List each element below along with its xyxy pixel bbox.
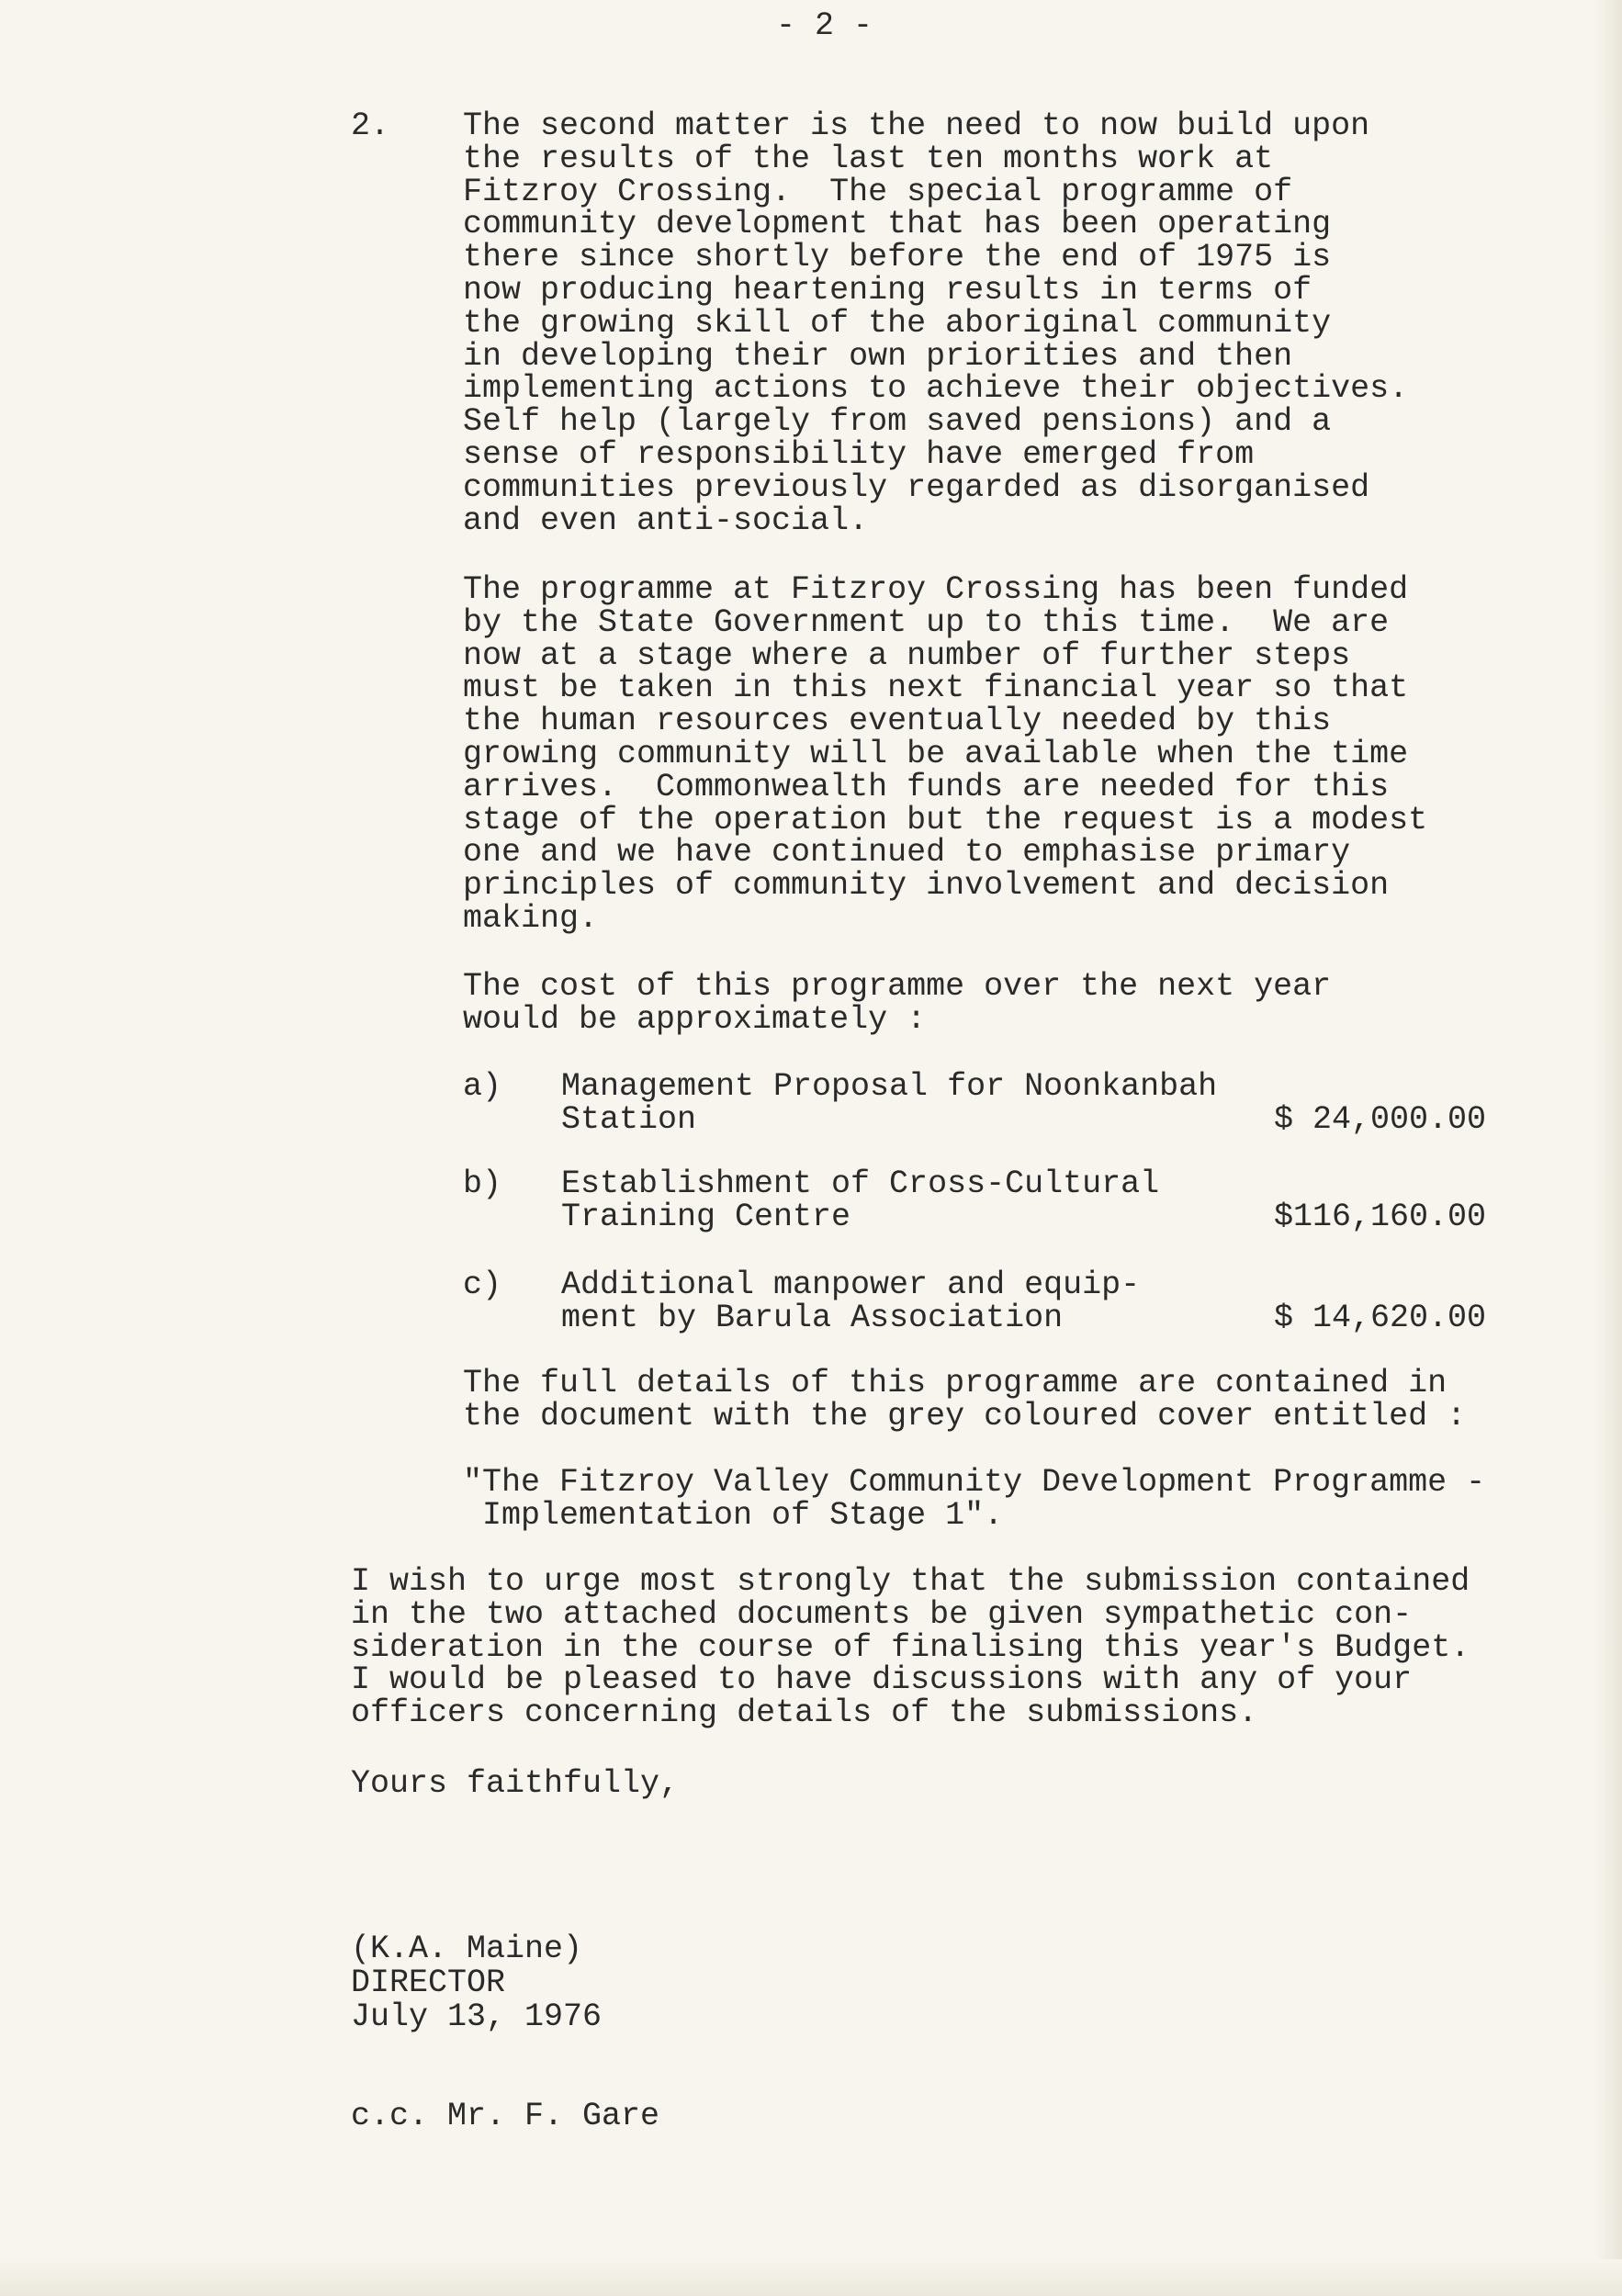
text-line: in developing their own priorities and then: [463, 337, 1293, 375]
item-description: [561, 1068, 1218, 1138]
closing-paragraph: [351, 1563, 1470, 1732]
text-line: implementing actions to achieve their objectives.: [463, 370, 1409, 408]
page-edge-shadow: [1594, 0, 1622, 2296]
text-line: the growing skill of the aboriginal community: [463, 304, 1332, 342]
paragraph-2: [463, 571, 1428, 937]
text-line: Self help (largely from saved pensions) and a: [463, 403, 1332, 441]
text-line: one and we have continued to emphasise primary: [463, 834, 1351, 872]
text-line: would be approximately :: [463, 1000, 927, 1038]
page-number: - 2 -: [776, 7, 873, 44]
text-line: the human resources eventually needed by this: [463, 703, 1332, 740]
text-line: must be taken in this next financial year so that: [463, 670, 1409, 707]
text-line: I wish to urge most strongly that the submission contained: [351, 1563, 1470, 1600]
text-line: Fitzroy Crossing. The special programme of: [463, 173, 1293, 210]
text-line: in the two attached documents be given sympathetic con-: [351, 1595, 1413, 1633]
text-line: growing community will be available when the time: [463, 735, 1409, 772]
text-line: The cost of this programme over the next year: [463, 968, 1332, 1005]
text-line: sideration in the course of finalising this year's Budget.: [351, 1628, 1470, 1666]
text-line: by the State Government up to this time. We are: [463, 603, 1390, 641]
signatory-name: (K.A. Maine): [351, 1930, 583, 1967]
salutation: Yours faithfully,: [351, 1765, 680, 1802]
text-line: the document with the grey coloured cover entitled :: [463, 1397, 1467, 1435]
text-line: The programme at Fitzroy Crossing has been funded: [463, 571, 1409, 608]
text-line: now at a stage where a number of further steps: [463, 636, 1351, 674]
text-line: Establishment of Cross-Cultural: [561, 1165, 1160, 1202]
text-line: making.: [463, 899, 599, 937]
text-line: Station: [561, 1100, 697, 1138]
section-number: 2.: [351, 107, 390, 144]
text-line: Training Centre: [561, 1198, 851, 1235]
text-line: communities previously regarded as disorganised: [463, 468, 1370, 506]
item-description: [561, 1266, 1141, 1336]
item-letter: c): [463, 1266, 502, 1303]
signatory-title: DIRECTOR: [351, 1964, 506, 2001]
text-line: ment by Barula Association: [561, 1299, 1064, 1336]
item-letter: b): [463, 1165, 502, 1202]
text-line: arrives. Commonwealth funds are needed for this: [463, 768, 1390, 805]
letter-date: July 13, 1976: [351, 1998, 603, 2035]
text-line: Additional manpower and equip-: [561, 1266, 1141, 1303]
item-amount: $ 14,620.00: [1274, 1300, 1487, 1336]
text-line: officers concerning details of the submissions.: [351, 1694, 1258, 1732]
text-line: principles of community involvement and decision: [463, 867, 1390, 905]
item-amount: $116,160.00: [1274, 1199, 1487, 1235]
carbon-copy: c.c. Mr. F. Gare: [351, 2098, 660, 2134]
text-line: there since shortly before the end of 1975 is: [463, 239, 1332, 276]
document-title: [463, 1464, 1486, 1534]
cost-intro: [463, 968, 1332, 1038]
text-line: I would be pleased to have discussions with any of your: [351, 1661, 1413, 1699]
text-line: sense of responsibility have emerged from: [463, 435, 1255, 473]
paragraph-1: [463, 107, 1409, 539]
item-description: [561, 1165, 1160, 1235]
text-line: now producing heartening results in terms of: [463, 271, 1312, 309]
page-bottom-shadow: [0, 2259, 1622, 2296]
item-letter: a): [463, 1068, 502, 1105]
text-line: stage of the operation but the request is a modest: [463, 801, 1428, 838]
text-line: community development that has been operating: [463, 206, 1332, 243]
text-line: "The Fitzroy Valley Community Development Programme -: [463, 1464, 1486, 1501]
text-line: Management Proposal for Noonkanbah: [561, 1068, 1218, 1105]
text-line: the results of the last ten months work at: [463, 140, 1274, 177]
text-line: Implementation of Stage 1".: [463, 1496, 1004, 1534]
text-line: and even anti-social.: [463, 501, 869, 539]
text-line: The full details of this programme are contained in: [463, 1365, 1447, 1401]
details-paragraph: [463, 1367, 1466, 1434]
signature-block: [351, 1932, 602, 2034]
text-line: The second matter is the need to now build upon: [463, 107, 1370, 144]
item-amount: $ 24,000.00: [1274, 1101, 1487, 1138]
